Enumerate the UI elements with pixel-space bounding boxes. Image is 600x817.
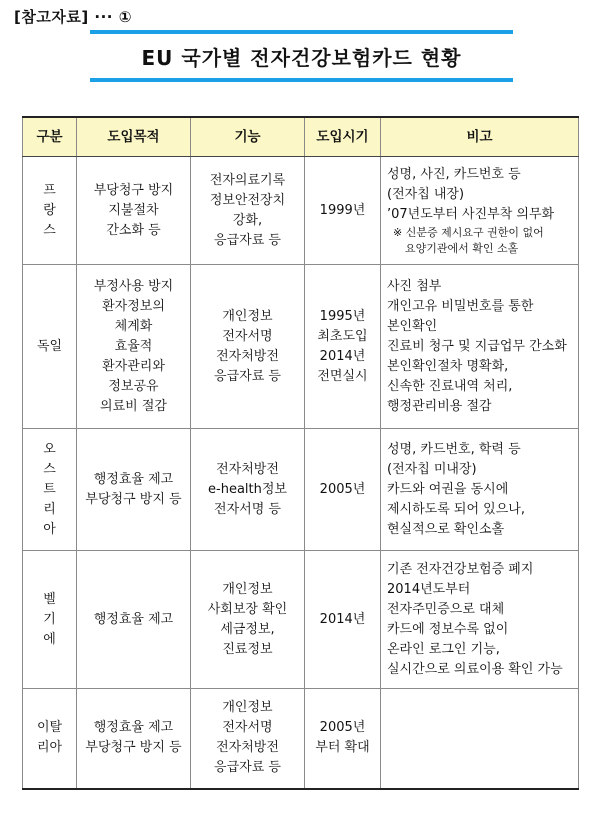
note-line: 기존 전자건강보험증 폐지 [387,561,534,577]
purpose-line: 환자관리와 [102,358,165,374]
period-line: 부터 확대 [315,740,370,756]
period-line: 2005년 [319,720,366,736]
function-line: 전자서명 등 [214,501,281,517]
function-line: 전자처방전 [216,461,279,477]
table-row [23,551,579,689]
purpose-line: 지불절차 [108,202,159,218]
period-line: 최초도입 [317,328,368,344]
country-line: 스 [43,222,56,238]
title-box [90,30,513,82]
function-line: 개인정보 [222,581,273,597]
note-line: 신속한 진료내역 처리, [387,378,513,394]
note-line: 본인확인 [387,318,438,334]
cell-period [305,689,381,789]
cell-country [23,265,77,429]
country-line: 독일 [36,338,63,354]
function-line: 전자처방전 [216,740,279,756]
country-line: 에 [43,631,56,647]
cell-function [191,551,305,689]
period-line: 2005년 [319,481,366,497]
column-header: 도입목적 [77,117,191,157]
country-line: 스 [43,461,56,477]
note-line: 행정관리비용 절감 [387,398,492,414]
purpose-line: 간소화 등 [106,222,161,238]
function-line: 전자서명 [222,328,273,344]
table-row [23,265,579,429]
purpose-line: 효율적 [114,338,153,354]
note-line: 개인고유 비밀번호를 통한 [387,298,534,314]
country-line: 리 [43,501,56,517]
function-line: 개인정보 [222,308,273,324]
purpose-line: 환자정보의 [102,298,165,314]
table-row [23,429,579,551]
function-line: e-health정보 [208,481,287,497]
reference-label: [참고자료] ··· ① [14,8,132,26]
column-header: 비고 [381,117,579,157]
function-line: 사회보장 확인 [207,601,288,617]
cell-note [381,265,579,429]
period-line: 1995년 [319,308,366,324]
note-line: 제시하도록 되어 있으나, [387,501,525,517]
table-row [23,157,579,265]
cell-purpose [77,157,191,265]
cell-country [23,429,77,551]
cell-period [305,429,381,551]
purpose-line: 의료비 절감 [100,398,167,414]
period-line: 전면실시 [317,368,368,384]
cell-country [23,689,77,789]
purpose-line: 부당청구 방지 등 [85,491,182,507]
cell-period [305,157,381,265]
country-line: 기 [43,611,56,627]
purpose-line: 행정효율 제고 [93,720,174,736]
note-sub-line: 요양기관에서 확인 소홀 [405,241,519,255]
function-line: 세금정보, [220,621,275,637]
note-line: 본인확인절차 명확화, [387,358,509,374]
note-line: 전자주민증으로 대체 [387,601,505,617]
cell-function [191,265,305,429]
period-line: 2014년 [319,348,366,364]
title-top-rule [90,30,513,34]
cell-purpose [77,265,191,429]
cell-purpose [77,429,191,551]
purpose-line: 부당청구 방지 [93,182,174,198]
function-line: 진료정보 [222,641,273,657]
purpose-line: 정보공유 [108,378,159,394]
period-line: 1999년 [319,202,366,218]
cell-function [191,689,305,789]
note-line: (전자칩 미내장) [387,461,477,477]
function-line: 전자의료기록 [209,172,286,188]
purpose-line: 행정효율 제고 [93,471,174,487]
function-line: 응급자료 등 [214,232,281,248]
cell-function [191,429,305,551]
cell-note [381,157,579,265]
note-sub-line: ※ 신분증 제시요구 권한이 없어 [393,225,544,239]
table-row [23,689,579,789]
note-line: (전자칩 내장) [387,186,465,202]
country-line: 리아 [36,740,63,756]
country-line: 트 [43,481,56,497]
country-line: 벨 [43,591,56,607]
cell-period [305,551,381,689]
note-line: ’07년도부터 사진부착 의무화 [387,206,555,222]
note-line: 성명, 사진, 카드번호 등 [387,166,521,182]
country-line: 랑 [43,202,56,218]
purpose-line: 체계화 [114,318,153,334]
page-title: EU 국가별 전자건강보험카드 현황 [141,46,462,70]
purpose-line: 행정효율 제고 [93,611,174,627]
column-header: 기능 [191,117,305,157]
title-bottom-rule [90,78,513,82]
cell-country [23,551,77,689]
country-line: 아 [43,521,56,537]
eu-card-table [22,116,579,790]
column-header: 도입시기 [305,117,381,157]
note-line: 현실적으로 확인소홀 [387,521,505,537]
cell-note [381,689,579,789]
function-line: 전자처방전 [216,348,279,364]
note-line: 2014년도부터 [387,581,471,597]
function-line: 정보안전장치 [209,192,286,208]
cell-purpose [77,689,191,789]
cell-period [305,265,381,429]
purpose-line: 부정사용 방지 [93,278,174,294]
function-line: 강화, [232,212,263,228]
note-line: 카드와 여권을 동시에 [387,481,509,497]
note-line: 카드에 정보수록 없이 [387,621,509,637]
column-header: 구분 [23,117,77,157]
cell-note [381,429,579,551]
note-line: 사진 첨부 [387,278,442,294]
function-line: 응급자료 등 [214,368,281,384]
note-line: 진료비 청구 및 지급업무 간소화 [387,338,567,354]
country-line: 오 [43,441,56,457]
note-line: 성명, 카드번호, 학력 등 [387,441,521,457]
country-line: 이탈 [36,720,63,736]
function-line: 응급자료 등 [214,760,281,776]
cell-country [23,157,77,265]
function-line: 개인정보 [222,700,273,716]
cell-note [381,551,579,689]
period-line: 2014년 [319,611,366,627]
cell-function [191,157,305,265]
note-line: 실시간으로 의료이용 확인 가능 [387,661,563,677]
cell-purpose [77,551,191,689]
country-line: 프 [43,182,56,198]
purpose-line: 부당청구 방지 등 [85,740,182,756]
table-header-row [23,117,579,157]
note-line: 온라인 로그인 기능, [387,641,500,657]
function-line: 전자서명 [222,720,273,736]
